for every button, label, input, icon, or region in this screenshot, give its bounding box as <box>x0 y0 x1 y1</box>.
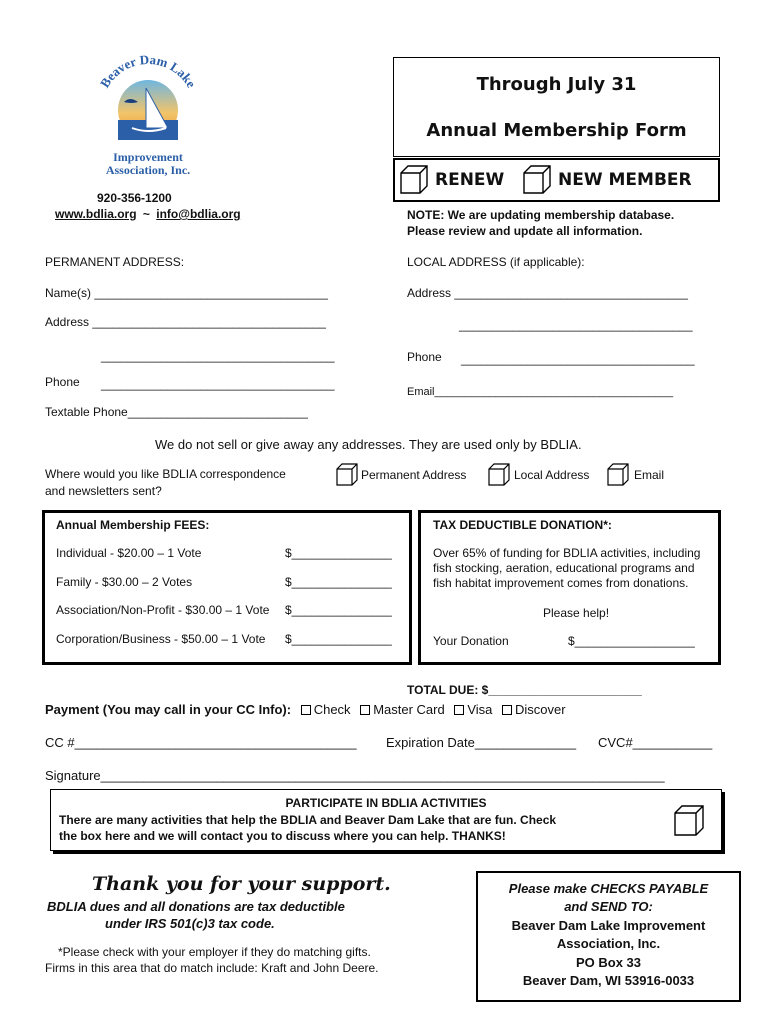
discover-checkbox-icon[interactable] <box>502 705 512 715</box>
tax-deductible-line2: under IRS 501(c)3 tax code. <box>105 916 275 931</box>
donation-please: Please help! <box>543 606 610 620</box>
checks-line5: PO Box 33 <box>575 955 642 970</box>
payment-discover: Discover <box>515 702 566 717</box>
permanent-address-checkbox-icon[interactable] <box>335 462 359 488</box>
checks-payable-box <box>476 871 741 1002</box>
permanent-address-field[interactable]: Address ___________________________________ <box>45 315 326 329</box>
website-link[interactable]: www.bdlia.org <box>55 207 137 221</box>
permanent-names-field[interactable]: Name(s) ___________________________________ <box>45 286 328 300</box>
title-box <box>393 57 720 157</box>
matching-gifts-line2: Firms in this area that do match include: Kraft and John Deere. <box>45 961 379 975</box>
logo-emblem-icon <box>88 48 208 148</box>
note-line1: NOTE: We are updating membership database. <box>407 208 675 222</box>
fee-corporation: Corporation/Business - $50.00 – 1 Vote <box>56 632 266 646</box>
fee-individual: Individual - $20.00 – 1 Vote <box>56 546 202 560</box>
participate-box <box>50 789 722 851</box>
fee-association: Association/Non-Profit - $30.00 – 1 Vote <box>56 603 270 617</box>
donation-text-line2: fish stocking, aeration, educational programs and <box>433 561 695 575</box>
logo-arc-text: Beaver Dam Lake <box>96 51 200 91</box>
checks-line3: Beaver Dam Lake Improvement <box>511 918 706 933</box>
local-phone-label: Phone <box>407 350 442 364</box>
permanent-address-option: Permanent Address <box>361 468 467 482</box>
logo <box>88 48 208 177</box>
visa-checkbox-icon[interactable] <box>454 705 464 715</box>
checks-line4: Association, Inc. <box>556 936 661 951</box>
contact-phone: 920-356-1200 <box>97 191 172 205</box>
local-address-field[interactable]: Address ___________________________________ <box>407 286 688 300</box>
payment-label: Payment (You may call in your CC Info): <box>45 702 292 717</box>
permanent-phone-label: Phone <box>45 375 80 389</box>
fee-individual-amount[interactable]: $_______________ <box>285 546 392 560</box>
permanent-address2-field[interactable]: ___________________________________ <box>101 349 335 363</box>
local-email-field[interactable]: Email_______________________________________ <box>407 386 674 398</box>
logo-line1: Improvement <box>113 150 183 164</box>
membership-type-box <box>393 158 720 202</box>
through-date: Through July 31 <box>476 74 637 95</box>
correspondence-question-line1: Where would you like BDLIA correspondence <box>45 467 286 481</box>
thank-you-title: Thank you for your support. <box>92 873 391 895</box>
donation-text-line1: Over 65% of funding for BDLIA activities, including <box>433 546 701 560</box>
permanent-address-heading: PERMANENT ADDRESS: <box>45 255 185 269</box>
payment-visa: Visa <box>467 702 493 717</box>
contact-line <box>55 207 241 221</box>
matching-gifts-line1: *Please check with your employer if they do matching gifts. <box>58 945 371 959</box>
privacy-statement: We do not sell or give away any addresses. They are used only by BDLIA. <box>155 437 582 452</box>
fee-family: Family - $30.00 – 2 Votes <box>56 575 193 589</box>
mastercard-checkbox-icon[interactable] <box>360 705 370 715</box>
fee-family-amount[interactable]: $_______________ <box>285 575 392 589</box>
expiration-field[interactable]: Expiration Date______________ <box>386 735 577 750</box>
participate-title: PARTICIPATE IN BDLIA ACTIVITIES <box>285 796 487 810</box>
new-member-label: NEW MEMBER <box>558 170 692 190</box>
donation-heading: TAX DEDUCTIBLE DONATION*: <box>433 518 612 532</box>
new-member-checkbox-icon[interactable] <box>522 164 552 196</box>
participate-checkbox-icon[interactable] <box>673 804 705 838</box>
total-due-field[interactable]: TOTAL DUE: $_______________________ <box>407 683 642 697</box>
payment-row <box>45 702 566 717</box>
fee-corporation-amount[interactable]: $_______________ <box>285 632 392 646</box>
checks-line1: Please make CHECKS PAYABLE <box>508 881 709 896</box>
local-address2-field[interactable]: ___________________________________ <box>459 318 693 332</box>
payment-mastercard: Master Card <box>373 702 445 717</box>
participate-line2: the box here and we will contact you to discuss where you can help. THANKS! <box>59 829 506 843</box>
note-line2: Please review and update all information. <box>407 224 643 238</box>
cvc-field[interactable]: CVC#___________ <box>598 735 713 750</box>
logo-line2: Association, Inc. <box>105 163 191 177</box>
textable-phone-field[interactable]: Textable Phone___________________________ <box>45 405 308 419</box>
tax-deductible-line1: BDLIA dues and all donations are tax deductible <box>47 899 345 914</box>
fees-heading: Annual Membership FEES: <box>56 518 210 532</box>
your-donation-amount[interactable]: $__________________ <box>568 634 695 648</box>
email-checkbox-icon[interactable] <box>606 462 630 488</box>
signature-field[interactable]: Signature______________________________________________________________________________ <box>45 768 665 783</box>
email-link[interactable]: info@bdlia.org <box>156 207 241 221</box>
correspondence-question-line2: and newsletters sent? <box>45 484 162 498</box>
checks-line2: and SEND TO: <box>564 899 653 914</box>
form-title: Annual Membership Form <box>426 120 687 141</box>
payment-check: Check <box>313 702 351 717</box>
email-option: Email <box>634 468 665 482</box>
local-address-option: Local Address <box>514 468 590 482</box>
contact-separator: ~ <box>142 207 150 221</box>
renew-label: RENEW <box>435 170 505 190</box>
fee-association-amount[interactable]: $_______________ <box>285 603 392 617</box>
checks-line6: Beaver Dam, WI 53916-0033 <box>522 973 695 988</box>
local-address-checkbox-icon[interactable] <box>487 462 511 488</box>
renew-checkbox-icon[interactable] <box>399 164 429 196</box>
cc-number-field[interactable]: CC #_______________________________________ <box>45 735 357 750</box>
your-donation-label: Your Donation <box>433 634 509 648</box>
local-address-heading: LOCAL ADDRESS (if applicable): <box>407 255 585 269</box>
permanent-phone-field[interactable]: ___________________________________ <box>101 377 335 391</box>
local-phone-field[interactable]: ___________________________________ <box>461 352 695 366</box>
check-checkbox-icon[interactable] <box>301 705 311 715</box>
participate-line1: There are many activities that help the BDLIA and Beaver Dam Lake that are fun. Check <box>59 813 557 827</box>
donation-text-line3: fish habitat improvement comes from donations. <box>433 576 689 590</box>
